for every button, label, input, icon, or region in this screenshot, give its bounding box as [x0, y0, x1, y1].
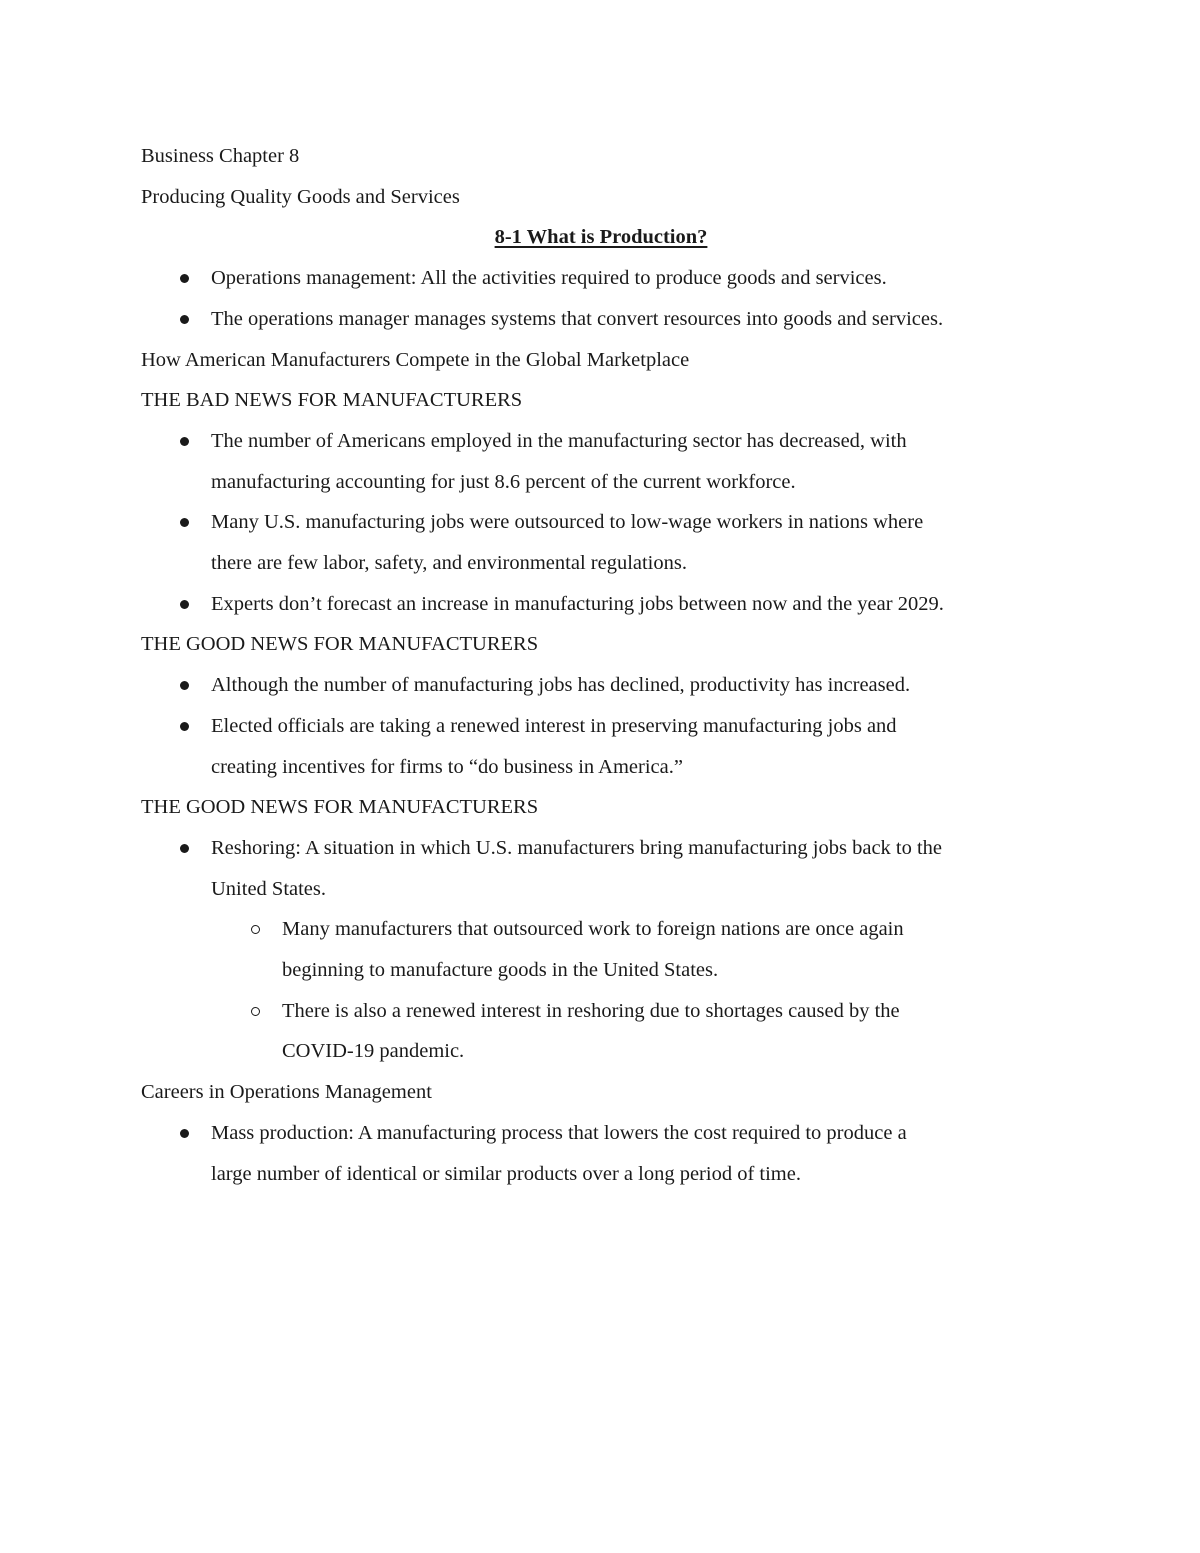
bad-news-bullet-list	[141, 421, 1061, 625]
list-item-text: Reshoring: A situation in which U.S. manufacturers bring manufacturing jobs back to the United States.	[211, 836, 943, 900]
section1-bullet-list	[141, 258, 1061, 339]
list-item-text: The number of Americans employed in the manufacturing sector has decreased, with manufacturing accounting for just 8.6 percent of the current workforce.	[211, 429, 907, 493]
bullet-dot-icon	[180, 1129, 189, 1138]
sub-list-item-text: Many manufacturers that outsourced work to foreign nations are once again beginning to manufacture goods in the United States.	[282, 918, 904, 982]
list-item	[141, 1113, 1061, 1194]
bullet-circle-icon	[251, 925, 260, 934]
reshoring-subbullet-list	[141, 909, 1061, 1072]
list-item-text: Operations management: All the activities required to produce goods and services.	[211, 267, 887, 290]
bullet-dot-icon	[180, 681, 189, 690]
list-item-text: Mass production: A manufacturing process that lowers the cost required to produce a large number of identical or similar products over a long period of time.	[211, 1121, 907, 1185]
list-item	[141, 584, 1061, 625]
list-item	[141, 258, 1061, 299]
section-heading: 8-1 What is Production?	[494, 226, 708, 249]
list-item	[141, 828, 1061, 909]
list-item	[141, 421, 1061, 502]
good-news-heading: THE GOOD NEWS FOR MANUFACTURERS	[141, 633, 539, 656]
list-item	[141, 665, 1061, 706]
list-item-text: Elected officials are taking a renewed interest in preserving manufacturing jobs and creating incentives for firms to “do business in America.”	[211, 714, 897, 778]
list-item-text: Many U.S. manufacturing jobs were outsourced to low-wage workers in nations where there are few labor, safety, and environmental regulations.	[211, 511, 924, 575]
list-item-text: Experts don’t forecast an increase in manufacturing jobs between now and the year 2029.	[211, 592, 944, 615]
document-subtitle: Producing Quality Goods and Services	[141, 185, 460, 208]
bullet-circle-icon	[251, 1007, 260, 1016]
bad-news-heading: THE BAD NEWS FOR MANUFACTURERS	[141, 389, 523, 412]
document-title: Business Chapter 8	[141, 145, 300, 167]
bullet-dot-icon	[180, 274, 189, 283]
good-news-heading-repeat: THE GOOD NEWS FOR MANUFACTURERS	[141, 796, 539, 819]
sub-list-item	[141, 991, 1061, 1072]
list-item-text: The operations manager manages systems that convert resources into goods and services.	[211, 307, 944, 330]
bullet-dot-icon	[180, 844, 189, 853]
sub-list-item	[141, 909, 1061, 990]
document-body	[141, 136, 1061, 1194]
reshoring-bullet-list	[141, 828, 1061, 909]
list-item-text: Although the number of manufacturing jobs has declined, productivity has increased.	[211, 674, 911, 697]
sub-list-item-text: There is also a renewed interest in reshoring due to shortages caused by the COVID-19 pandemic.	[282, 999, 900, 1063]
bullet-dot-icon	[180, 437, 189, 446]
bullet-dot-icon	[180, 600, 189, 609]
list-item	[141, 706, 1061, 787]
list-item	[141, 299, 1061, 340]
careers-bullet-list	[141, 1113, 1061, 1194]
careers-heading: Careers in Operations Management	[141, 1081, 432, 1104]
bullet-dot-icon	[180, 722, 189, 731]
bullet-dot-icon	[180, 315, 189, 324]
bullet-dot-icon	[180, 518, 189, 527]
compete-heading: How American Manufacturers Compete in the Global Marketplace	[141, 348, 690, 371]
list-item	[141, 502, 1061, 583]
good-news-bullet-list	[141, 665, 1061, 787]
